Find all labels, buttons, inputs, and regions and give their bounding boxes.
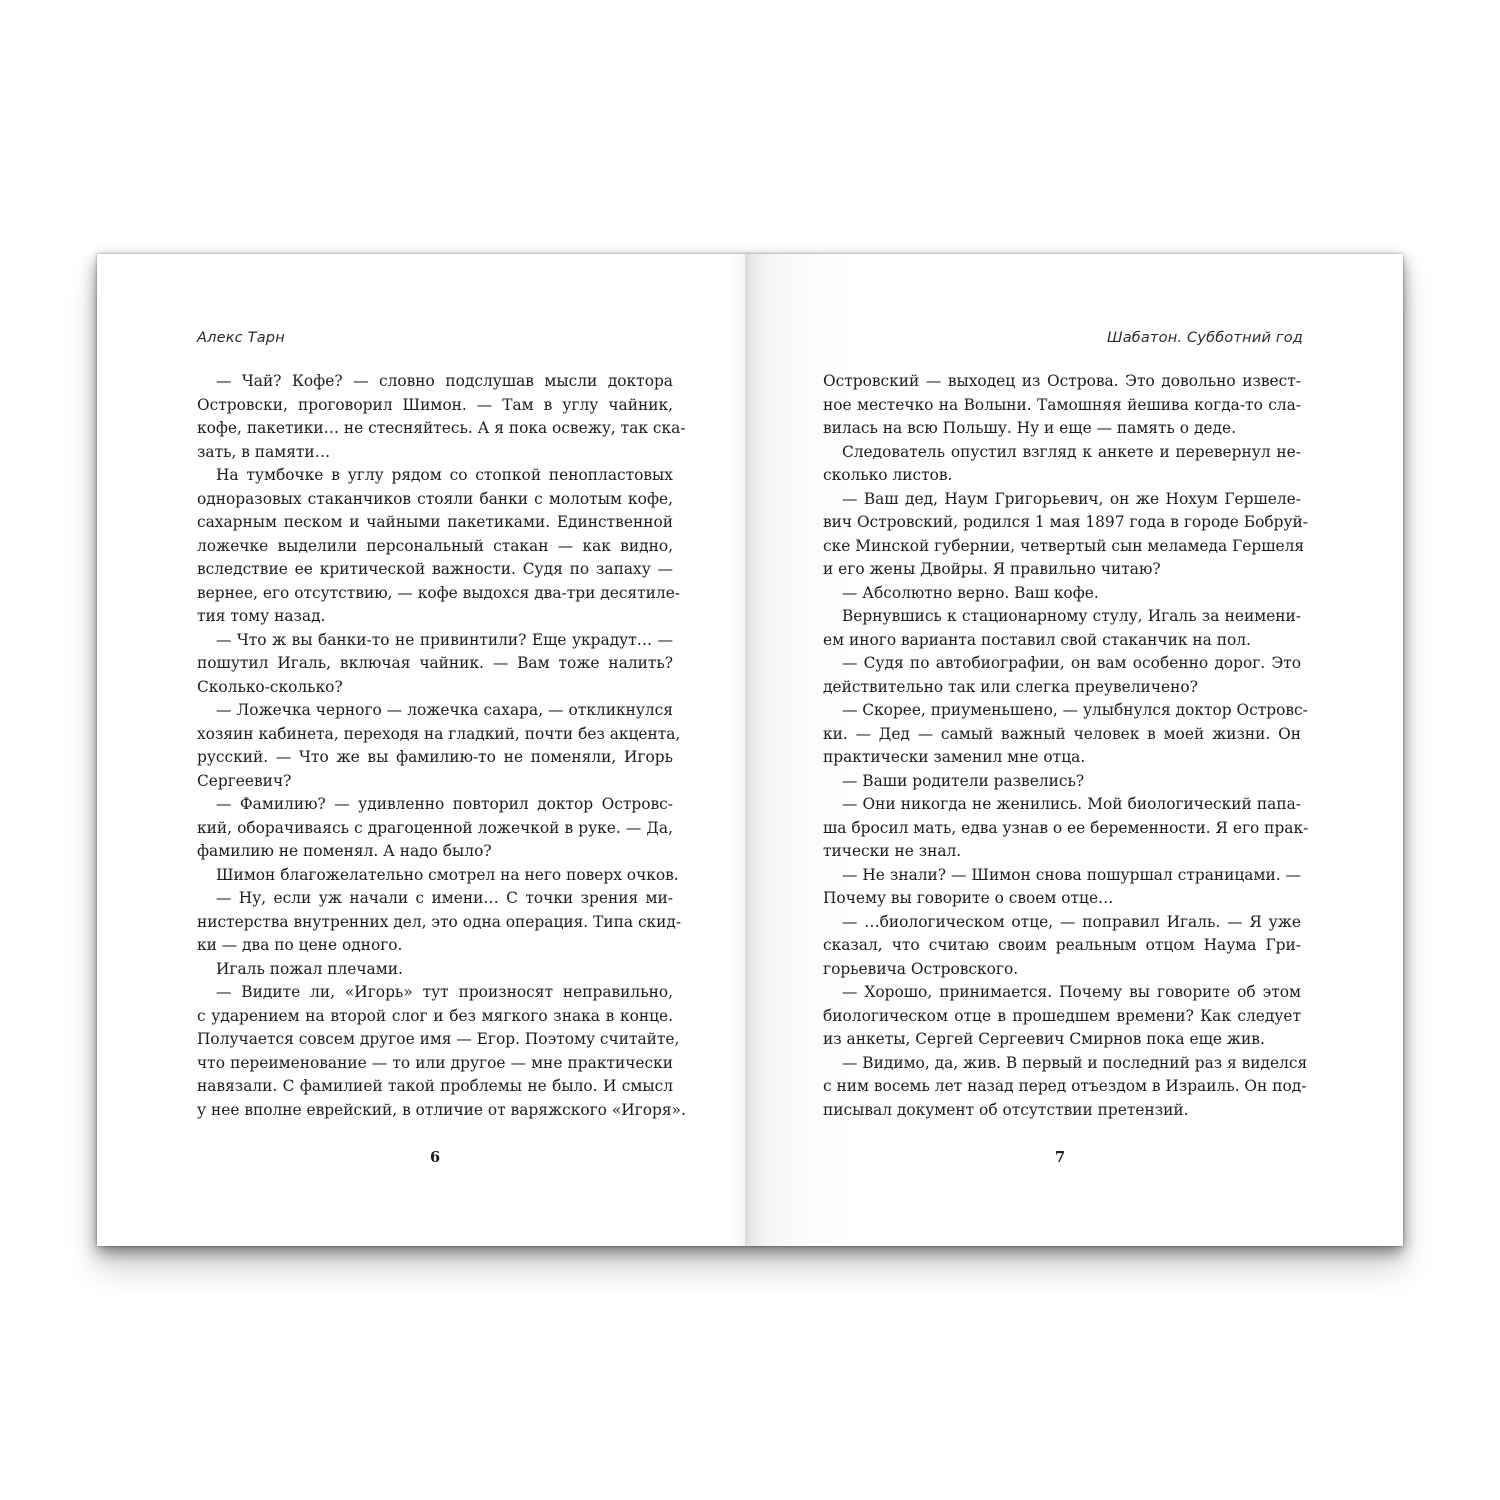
text-line: ное местечко на Волыни. Тамошняя йешива когда-то сла-: [823, 395, 1301, 414]
text-line: — Ложечка черного — ложечка сахара, — откликнулся: [216, 701, 673, 719]
text-line: — Фамилию? — удивленно повторил доктор Островс-: [216, 795, 673, 813]
text-line: Вернувшись к стационарному стулу, Игаль за неимени-: [842, 607, 1301, 625]
text-line: пошутил Игаль, включая чайник. — Вам тоже налить?: [197, 654, 673, 672]
page-number-right: 7: [1055, 1149, 1066, 1166]
text-line: русский. — Что же вы фамилию-то не поменяли, Игорь: [197, 748, 673, 766]
text-line: кофе, пакетики… не стесняйтесь. А я пока освежу, так ска-: [197, 419, 686, 437]
open-book-spread: [97, 254, 1403, 1246]
right-page: [745, 254, 1403, 1246]
text-line: На тумбочке в углу рядом со стопкой пенопластовых: [216, 466, 673, 484]
gutter-shadow: [731, 254, 745, 1246]
text-line: — Хорошо, принимается. Почему вы говорите об этом: [842, 983, 1301, 1001]
text-line: сколько листов.: [823, 466, 953, 484]
text-line: Островски, проговорил Шимон. — Там в углу чайник,: [197, 395, 673, 414]
text-line: у нее вполне еврейский, в отличие от варяжского «Игоря».: [197, 1100, 686, 1119]
running-head-title: Шабатон. Субботний год: [1107, 330, 1303, 346]
text-line: — Ну, если уж начали с имени… С точки зрения ми-: [216, 889, 673, 907]
text-line: Сергеевич?: [197, 771, 292, 790]
text-line: вич Островский, родился 1 мая 1897 года в городе Бобруй-: [823, 513, 1308, 531]
text-line: — …биологическом отце, — поправил Игаль. — Я уже: [842, 912, 1301, 931]
text-line: тически не знал.: [823, 842, 962, 860]
text-line: ем иного варианта поставил свой стаканчик на пол.: [823, 630, 1251, 649]
text-line: — Видите ли, «Игорь» тут произносят неправильно,: [216, 983, 673, 1001]
text-line: нистерства внутренних дел, это одна операция. Типа скид-: [197, 912, 682, 931]
text-line: ки — два по цене одного.: [197, 936, 403, 954]
text-line: писывал документ об отсутствии претензий.: [823, 1100, 1189, 1119]
text-line: с ударением на второй слог и без мягкого знака в конце.: [197, 1006, 673, 1025]
text-line: из анкеты, Сергей Сергеевич Смирнов пока еще жив.: [823, 1030, 1265, 1048]
text-line: одноразовых стаканчиков стояли банки с молотым кофе,: [197, 489, 673, 508]
text-line: фамилию не поменял. А надо было?: [197, 842, 492, 860]
text-line: Игаль пожал плечами.: [216, 959, 403, 978]
left-body-text: [197, 370, 686, 1122]
text-line: — Что ж вы банки-то не привинтили? Еще украдут… —: [216, 630, 673, 649]
text-line: сказал, что считаю своим реальным отцом Наума Гри-: [823, 936, 1301, 954]
text-line: Сколько-сколько?: [197, 677, 343, 696]
page-number-left: 6: [430, 1149, 441, 1166]
text-line: — Они никогда не женились. Мой биологический папа-: [842, 795, 1301, 813]
running-head-author: Алекс Тарн: [197, 330, 285, 346]
text-line: ша бросил мать, едва узнав о ее беременности. Я его прак-: [823, 818, 1309, 837]
text-line: — Видимо, да, жив. В первый и последний раз я виделся: [842, 1053, 1308, 1072]
text-line: Шимон благожелательно смотрел на него поверх очков.: [216, 865, 679, 884]
text-line: Островский — выходец из Острова. Это довольно извест-: [823, 372, 1301, 390]
left-page: [97, 254, 745, 1246]
text-line: Получается совсем другое имя — Егор. Поэтому считайте,: [197, 1030, 680, 1048]
text-line: — Ваш дед, Наум Григорьевич, он же Нохум Гершеле-: [842, 489, 1301, 508]
text-line: вилась на всю Польшу. Ну и еще — память о деде.: [823, 419, 1236, 437]
text-line: вернее, его отсутствию, — кофе выдохся два-три десятиле-: [197, 583, 681, 602]
text-line: с ним восемь лет назад перед отъездом в Израиль. Он под-: [823, 1077, 1307, 1095]
text-line: действительно так или слегка преувеличено?: [823, 677, 1198, 696]
text-line: кий, оборачиваясь с драгоценной ложечкой в руке. — Да,: [197, 818, 673, 837]
text-line: вследствие ее критической важности. Судя по запаху —: [197, 560, 673, 578]
text-line: — Абсолютно верно. Ваш кофе.: [842, 583, 1099, 602]
text-line: сахарным песком и чайными пакетиками. Единственной: [197, 513, 673, 531]
text-line: практически заменил мне отца.: [823, 748, 1086, 766]
text-line: ки. — Дед — самый важный человек в моей жизни. Он: [823, 724, 1301, 743]
text-line: — Не знали? — Шимон снова пошуршал страницами. —: [842, 865, 1301, 884]
text-line: Почему вы говорите о своем отце…: [823, 889, 1114, 907]
right-body-text: [823, 370, 1309, 1122]
text-line: — Скорее, приуменьшено, — улыбнулся доктор Островс-: [842, 701, 1308, 719]
text-line: — Ваши родители развелись?: [842, 771, 1085, 790]
text-line: ложечке выделили персональный стакан — как видно,: [197, 536, 673, 555]
text-line: горьевича Островского.: [823, 959, 1019, 978]
text-line: навязали. С фамилией такой проблемы не было. И смысл: [197, 1077, 673, 1095]
text-line: зать, в памяти…: [197, 442, 331, 461]
text-line: и его жены Двойры. Я правильно читаю?: [823, 560, 1161, 578]
text-line: что переименование — то или другое — мне практически: [197, 1053, 673, 1072]
text-line: биологическом отце в прошедшем времени? Как следует: [823, 1006, 1301, 1025]
text-line: ске Минской губернии, четвертый сын меламеда Гершеля: [823, 536, 1305, 555]
text-line: — Чай? Кофе? — словно подслушав мысли доктора: [216, 372, 673, 390]
text-line: хозяин кабинета, переходя на гладкий, почти без акцента,: [197, 724, 681, 743]
text-line: тия тому назад.: [197, 607, 326, 625]
text-line: — Судя по автобиографии, он вам особенно дорог. Это: [842, 654, 1301, 672]
text-line: Следователь опустил взгляд к анкете и перевернул не-: [842, 442, 1301, 461]
